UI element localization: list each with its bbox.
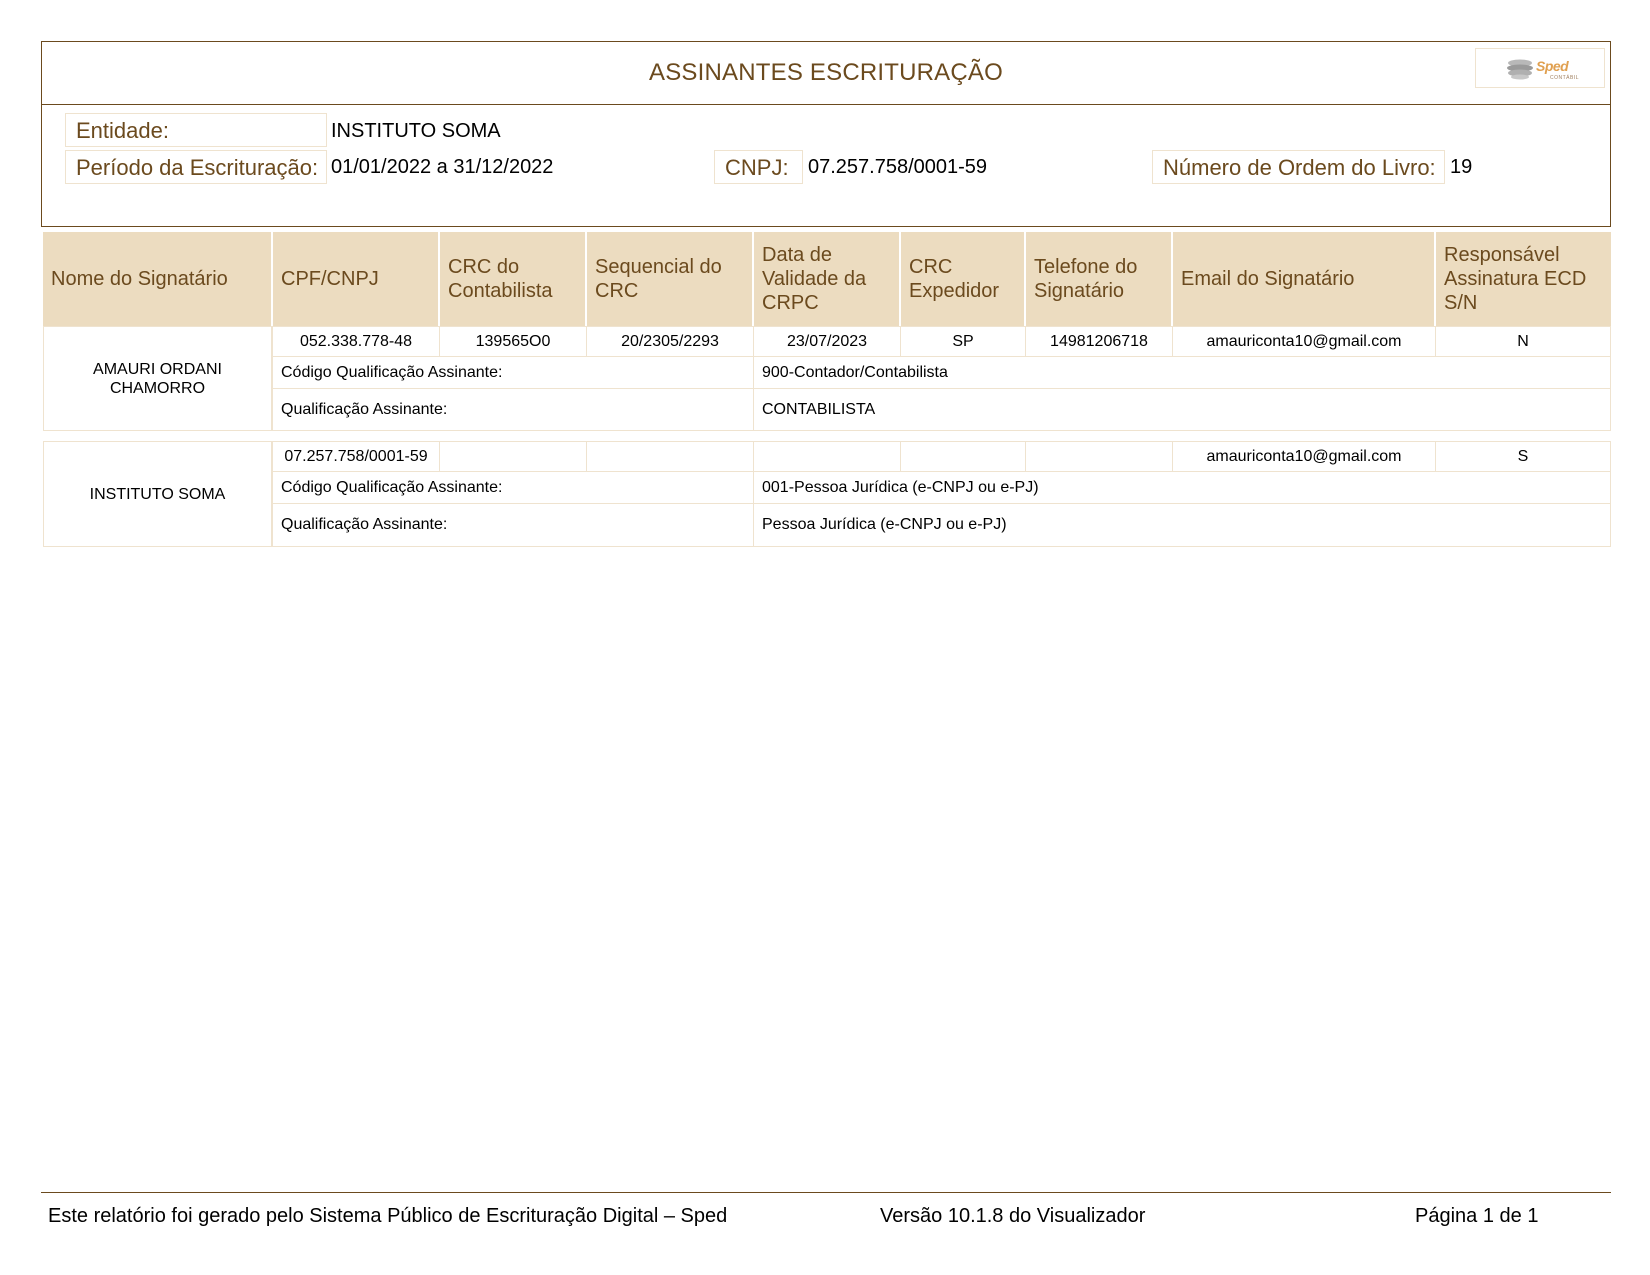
cnpj-label: CNPJ: (714, 150, 803, 184)
column-header-expedidor: CRC Expedidor (901, 232, 1024, 326)
column-header-nome: Nome do Signatário (43, 232, 271, 326)
entidade-value: INSTITUTO SOMA (331, 120, 501, 142)
cpf-cnpj-cell: 07.257.758/0001-59 (272, 441, 440, 472)
codigo-qualificacao-label: Código Qualificação Assinante: (272, 471, 754, 504)
header-box (41, 41, 1611, 227)
page-title: ASSINANTES ESCRITURAÇÃO (649, 59, 1003, 86)
footer-generated-by: Este relatório foi gerado pelo Sistema Público de Escrituração Digital – Sped (48, 1205, 728, 1227)
column-header-telefone: Telefone do Signatário (1026, 232, 1171, 326)
entidade-label: Entidade: (65, 113, 327, 147)
responsavel-cell: S (1435, 441, 1611, 472)
qualificacao-label: Qualificação Assinante: (272, 503, 754, 547)
periodo-value: 01/01/2022 a 31/12/2022 (331, 156, 554, 178)
table-header (43, 232, 1611, 326)
column-header-sequencial: Sequencial do CRC (587, 232, 752, 326)
title-row (42, 42, 1610, 105)
ordem-label: Número de Ordem do Livro: (1152, 150, 1445, 184)
footer-version: Versão 10.1.8 do Visualizador (880, 1205, 1146, 1227)
validade-cell: 23/07/2023 (753, 326, 901, 357)
expedidor-cell (900, 441, 1026, 472)
column-header-crc: CRC do Contabilista (440, 232, 585, 326)
crc-cell: 139565O0 (439, 326, 587, 357)
email-cell: amauriconta10@gmail.com (1172, 326, 1436, 357)
logo-text: Sped (1536, 58, 1569, 74)
expedidor-cell: SP (900, 326, 1026, 357)
sequencial-cell (586, 441, 754, 472)
codigo-qualificacao-value: 900-Contador/Contabilista (753, 356, 1611, 389)
periodo-label: Período da Escrituração: (65, 150, 327, 184)
codigo-qualificacao-value: 001-Pessoa Jurídica (e-CNPJ ou e-PJ) (753, 471, 1611, 504)
cnpj-value: 07.257.758/0001-59 (808, 156, 988, 178)
codigo-qualificacao-label: Código Qualificação Assinante: (272, 356, 754, 389)
footer-page-number: Página 1 de 1 (1415, 1205, 1539, 1227)
qualificacao-value: CONTABILISTA (753, 388, 1611, 431)
sped-logo (1475, 48, 1605, 88)
column-header-cpf: CPF/CNPJ (273, 232, 438, 326)
responsavel-cell: N (1435, 326, 1611, 357)
qualificacao-value: Pessoa Jurídica (e-CNPJ ou e-PJ) (753, 503, 1611, 547)
column-header-responsavel: Responsável Assinatura ECD S/N (1436, 232, 1611, 326)
footer-divider (41, 1192, 1611, 1193)
ordem-value: 19 (1450, 156, 1473, 178)
signatario-name: INSTITUTO SOMA (43, 441, 272, 547)
logo-subtext: CONTÁBIL (1550, 75, 1580, 81)
column-header-email: Email do Signatário (1173, 232, 1434, 326)
email-cell: amauriconta10@gmail.com (1172, 441, 1436, 472)
telefone-cell: 14981206718 (1025, 326, 1173, 357)
cpf-cnpj-cell: 052.338.778-48 (272, 326, 440, 357)
crc-cell (439, 441, 587, 472)
sped-logo-icon (1506, 57, 1534, 81)
telefone-cell (1025, 441, 1173, 472)
column-header-validade: Data de Validade da CRPC (754, 232, 899, 326)
sequencial-cell: 20/2305/2293 (586, 326, 754, 357)
qualificacao-label: Qualificação Assinante: (272, 388, 754, 431)
signatario-name: AMAURI ORDANI CHAMORRO (43, 326, 272, 431)
validade-cell (753, 441, 901, 472)
